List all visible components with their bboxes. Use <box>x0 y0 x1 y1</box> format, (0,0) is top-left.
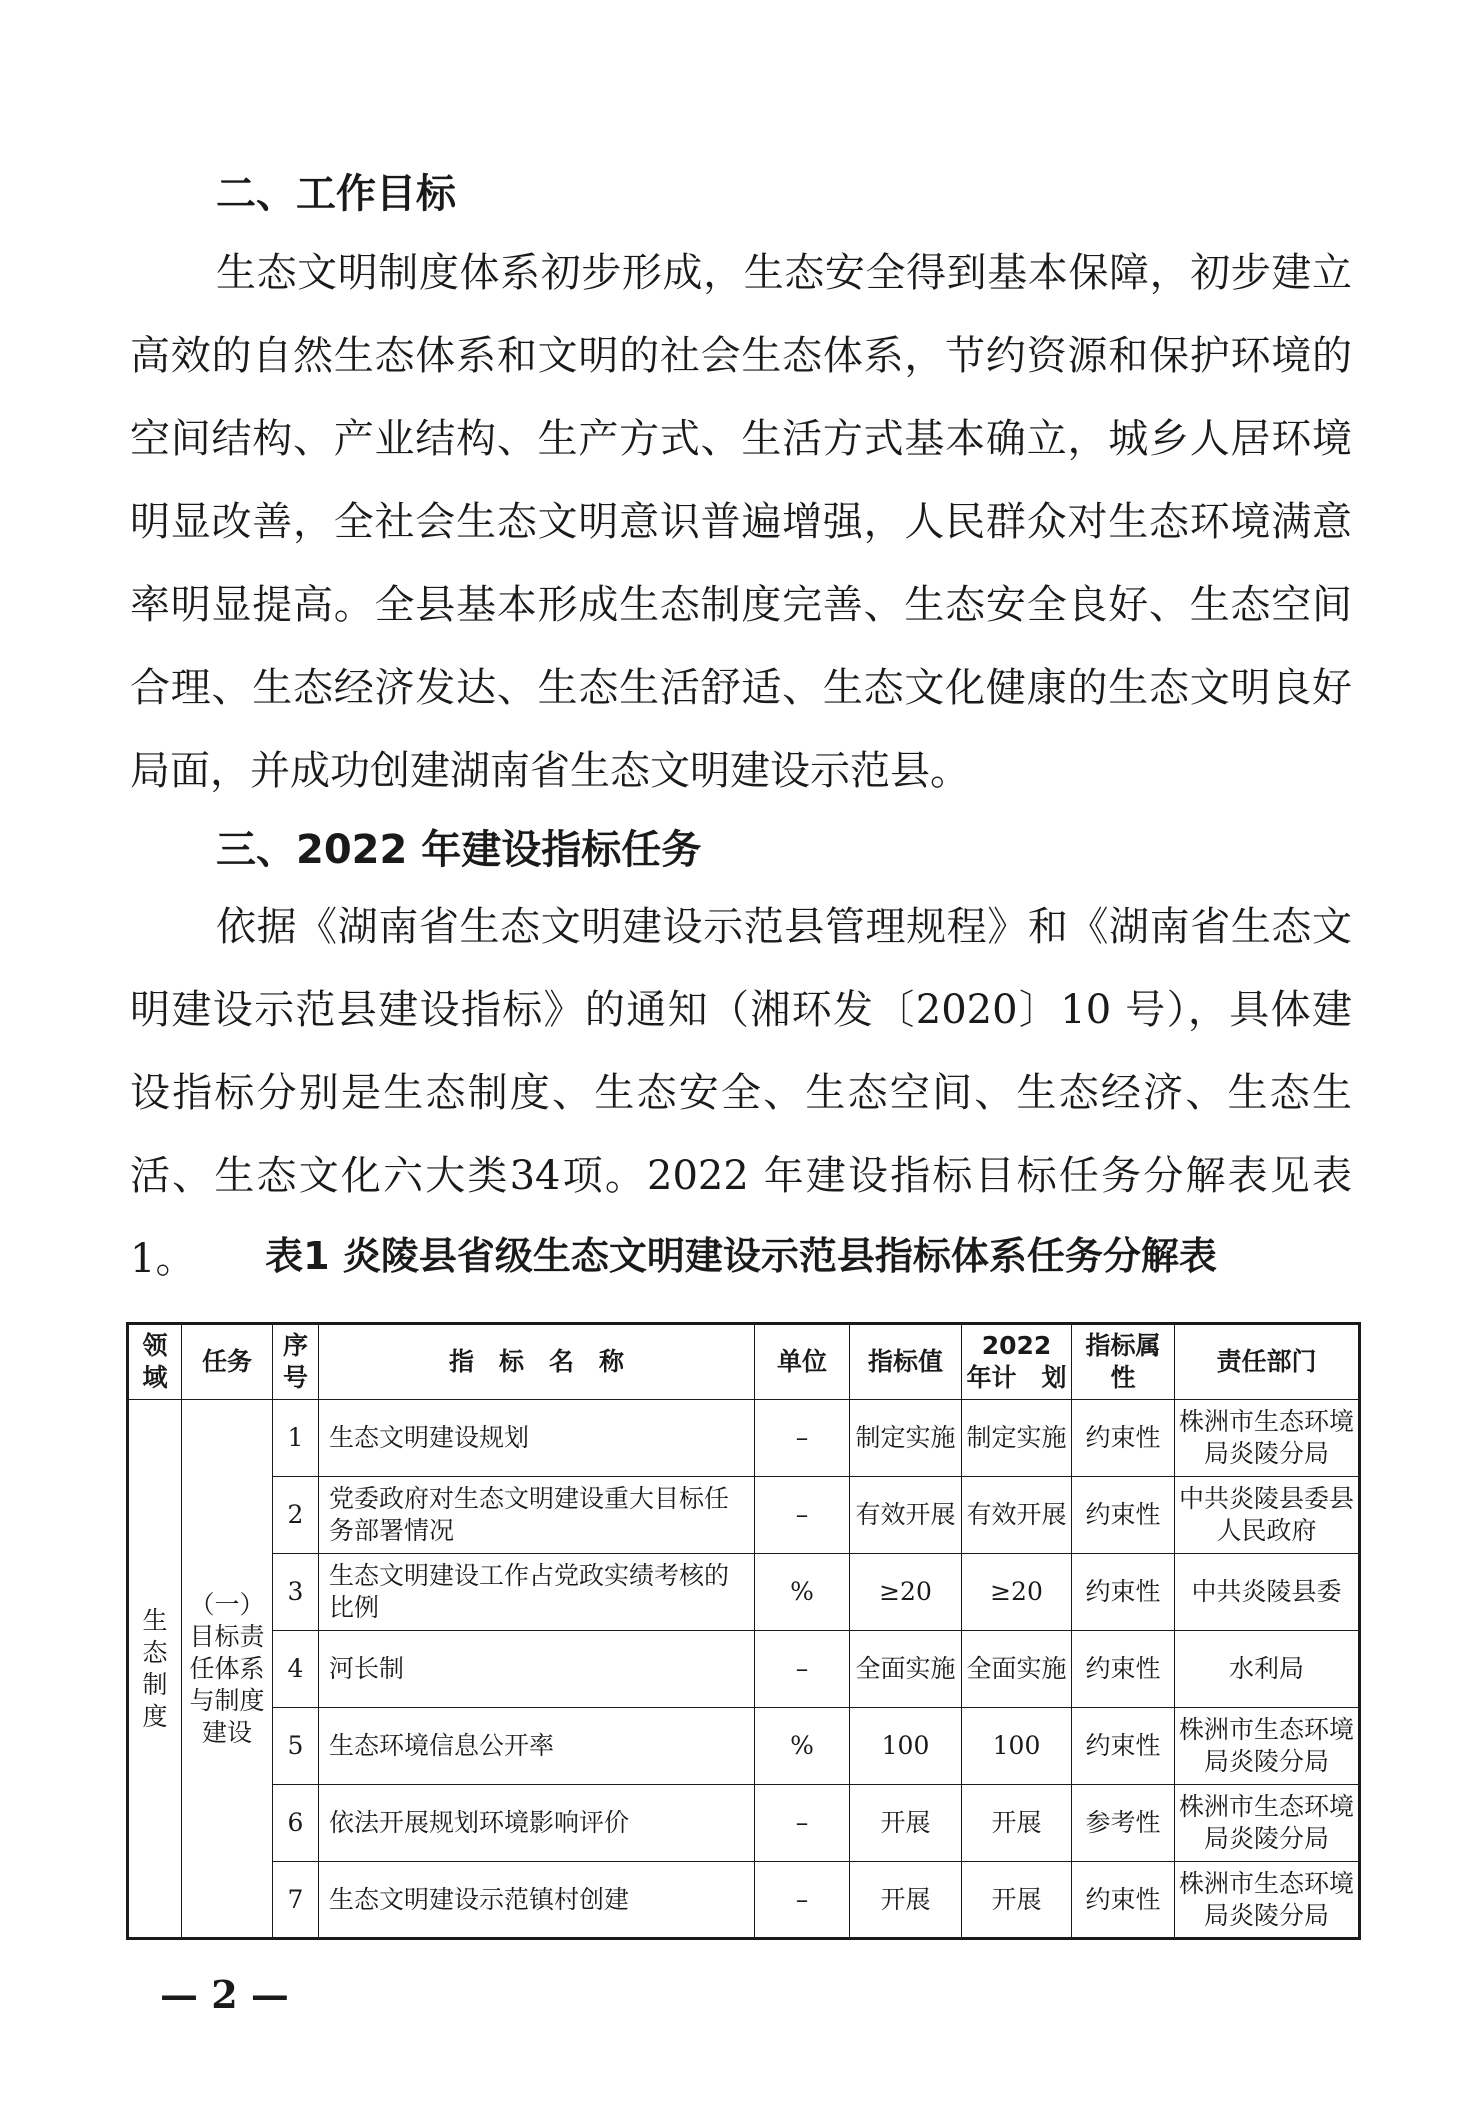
value-cell: 开展 <box>850 1785 962 1862</box>
seq-cell: 4 <box>273 1631 319 1708</box>
task-cell: （一）目标责任体系与制度建设 <box>182 1400 273 1939</box>
seq-cell: 6 <box>273 1785 319 1862</box>
seq-cell: 2 <box>273 1477 319 1554</box>
section-2-paragraph: 生态文明制度体系初步形成，生态安全得到基本保障，初步建立高效的自然生态体系和文明的社会生态体系，节约资源和保护环境的空间结构、产业结构、生产方式、生活方式基本确立，城乡人居环境明显改善，全社会生态文明意识普遍增强，人民群众对生态环境满意率明显提高。全县基本形成生态制度完善、生态安全良好、生态空间合理、生态经济发达、生态生活舒适、生态文化健康的生态文明良好局面，并成功创建湖南省生态文明建设示范县。 <box>130 250 1352 794</box>
unit-cell: % <box>755 1554 850 1631</box>
attr-cell: 约束性 <box>1072 1477 1175 1554</box>
header-value: 指标值 <box>850 1324 962 1400</box>
value-cell: 有效开展 <box>850 1477 962 1554</box>
table-row <box>128 1862 1360 1939</box>
header-domain: 领域 <box>128 1324 182 1400</box>
header-name: 指 标 名 称 <box>319 1324 755 1400</box>
dept-cell: 中共炎陵县委 <box>1175 1554 1360 1631</box>
header-unit: 单位 <box>755 1324 850 1400</box>
section-3-paragraph: 依据《湖南省生态文明建设示范县管理规程》和《湖南省生态文明建设示范县建设指标》的通知（湘环发〔2020〕10 号），具体建设指标分别是生态制度、生态安全、生态空间、生态经济、生态生活、生态文化六大类34项。2022 年建设指标目标任务分解表见表1。 <box>130 904 1352 1282</box>
domain-cell: 生态制度 <box>128 1400 182 1939</box>
unit-cell: – <box>755 1862 850 1939</box>
dept-cell: 株洲市生态环境局炎陵分局 <box>1175 1708 1360 1785</box>
name-cell: 生态文明建设示范镇村创建 <box>319 1862 755 1939</box>
table-row <box>128 1400 1360 1477</box>
table-header-row <box>128 1324 1360 1400</box>
header-seq: 序号 <box>273 1324 319 1400</box>
name-cell: 依法开展规划环境影响评价 <box>319 1785 755 1862</box>
section-2-heading: 二、工作目标 <box>216 171 456 217</box>
name-cell: 河长制 <box>319 1631 755 1708</box>
dept-cell: 株洲市生态环境局炎陵分局 <box>1175 1862 1360 1939</box>
name-cell: 生态文明建设工作占党政实绩考核的比例 <box>319 1554 755 1631</box>
name-cell: 生态文明建设规划 <box>319 1400 755 1477</box>
unit-cell: – <box>755 1477 850 1554</box>
seq-cell: 1 <box>273 1400 319 1477</box>
seq-cell: 7 <box>273 1862 319 1939</box>
dept-cell: 株洲市生态环境局炎陵分局 <box>1175 1785 1360 1862</box>
unit-cell: – <box>755 1400 850 1477</box>
value-cell: ≥20 <box>850 1554 962 1631</box>
indicator-table <box>126 1322 1361 1940</box>
header-dept: 责任部门 <box>1175 1324 1360 1400</box>
table-row <box>128 1708 1360 1785</box>
value-cell: 开展 <box>850 1862 962 1939</box>
table-row <box>128 1477 1360 1554</box>
table-body <box>128 1400 1360 1939</box>
attr-cell: 约束性 <box>1072 1862 1175 1939</box>
value-cell: 制定实施 <box>850 1400 962 1477</box>
header-attr: 指标属性 <box>1072 1324 1175 1400</box>
table-row <box>128 1554 1360 1631</box>
value-cell: 100 <box>850 1708 962 1785</box>
plan-cell: 开展 <box>962 1862 1072 1939</box>
name-cell: 党委政府对生态文明建设重大目标任务部署情况 <box>319 1477 755 1554</box>
unit-cell: % <box>755 1708 850 1785</box>
plan-cell: 100 <box>962 1708 1072 1785</box>
header-plan: 2022 年计 划 <box>962 1324 1072 1400</box>
plan-cell: 制定实施 <box>962 1400 1072 1477</box>
table-row <box>128 1785 1360 1862</box>
header-task: 任务 <box>182 1324 273 1400</box>
attr-cell: 约束性 <box>1072 1554 1175 1631</box>
unit-cell: – <box>755 1631 850 1708</box>
name-cell: 生态环境信息公开率 <box>319 1708 755 1785</box>
unit-cell: – <box>755 1785 850 1862</box>
plan-cell: 有效开展 <box>962 1477 1072 1554</box>
attr-cell: 约束性 <box>1072 1708 1175 1785</box>
attr-cell: 约束性 <box>1072 1400 1175 1477</box>
attr-cell: 参考性 <box>1072 1785 1175 1862</box>
table-row <box>128 1631 1360 1708</box>
table-caption: 表1 炎陵县省级生态文明建设示范县指标体系任务分解表 <box>265 1234 1217 1278</box>
value-cell: 全面实施 <box>850 1631 962 1708</box>
page-number: — 2 — <box>160 1972 289 2017</box>
seq-cell: 5 <box>273 1708 319 1785</box>
seq-cell: 3 <box>273 1554 319 1631</box>
dept-cell: 株洲市生态环境局炎陵分局 <box>1175 1400 1360 1477</box>
plan-cell: ≥20 <box>962 1554 1072 1631</box>
plan-cell: 全面实施 <box>962 1631 1072 1708</box>
plan-cell: 开展 <box>962 1785 1072 1862</box>
dept-cell: 中共炎陵县委县人民政府 <box>1175 1477 1360 1554</box>
dept-cell: 水利局 <box>1175 1631 1360 1708</box>
section-3-heading: 三、2022 年建设指标任务 <box>216 827 702 873</box>
attr-cell: 约束性 <box>1072 1631 1175 1708</box>
